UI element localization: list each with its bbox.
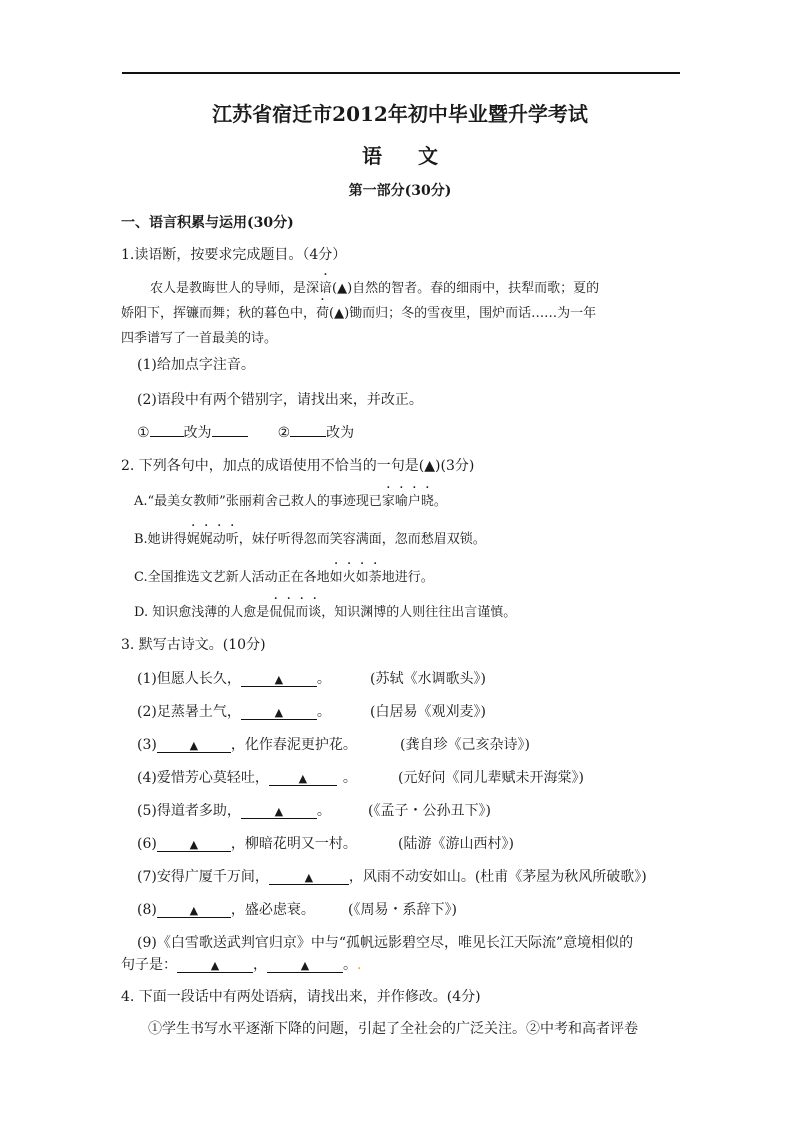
q1-correction-line: ① 改为 ② 改为 xyxy=(137,422,354,442)
triangle-icon: ▲ xyxy=(189,739,199,752)
triangle-icon: ▲ xyxy=(298,772,308,785)
dotted-char: 谙 xyxy=(319,281,333,296)
answer-blank[interactable] xyxy=(290,422,326,437)
q3-line-9: (9)《白雪歌送武判官归京》中与“孤帆远影碧空尽，唯见长江天际流”意境相似的 xyxy=(137,935,634,951)
q3-source-5: (《孟子・公孙丑下》) xyxy=(368,803,491,819)
subject-title: 语文 xyxy=(362,144,474,168)
triangle-icon: ▲ xyxy=(304,871,314,884)
q3-line-5: (5)得道者多助， ▲ 。 xyxy=(137,803,331,819)
answer-blank[interactable] xyxy=(157,837,231,852)
q1-passage-line-1: 农人是教晦世人的导师，是深谙(▲)自然的智者。春的细雨中，扶犁而歌；夏的 xyxy=(150,281,600,296)
triangle-icon: ▲ xyxy=(189,838,199,851)
answer-blank[interactable] xyxy=(269,771,337,786)
triangle-icon: ▲ xyxy=(189,904,199,917)
q1-passage-line-3: 四季谱写了一首最美的诗。 xyxy=(121,331,278,346)
q3-stem: 3. 默写古诗文。(10分) xyxy=(121,637,266,653)
q3-source-1: (苏轼《水调歌头》) xyxy=(370,671,486,687)
triangle-icon: ▲ xyxy=(274,805,284,818)
q3-line-9-cont: 句子是： ▲ ， ▲ 。. xyxy=(121,957,362,973)
q3-line-3: (3) ▲ ，化作春泥更护花。 xyxy=(137,737,357,753)
q3-source-8: (《周易・系辞下》) xyxy=(348,902,457,918)
q1-sub-2: (2)语段中有两个错别字，请找出来，并改正。 xyxy=(137,392,423,408)
triangle-icon: ▲ xyxy=(210,959,220,972)
q1-stem: 1.读语断，按要求完成题目。（4分） xyxy=(121,247,347,263)
q3-line-2: (2)足蒸暑土气， ▲ 。 xyxy=(137,704,331,720)
dotted-char: 荷 xyxy=(316,306,330,321)
triangle-icon: ▲ xyxy=(274,706,284,719)
q3-line-7: (7)安得广厦千万间， ▲ ，风雨不动安如山。(杜甫《茅屋为秋风所破歌》) xyxy=(137,869,647,885)
answer-blank[interactable] xyxy=(269,870,349,885)
q2-option-c: C.全国推选文艺新人活动正在各地如火如荼地进行。 xyxy=(134,570,434,585)
triangle-icon: ▲ xyxy=(300,959,310,972)
q3-line-8: (8) ▲ ，盛必虑衰。 xyxy=(137,902,315,918)
q3-source-3: (龚自珍《己亥杂诗》) xyxy=(400,737,530,753)
section-heading: 一、语言积累与运用(30分) xyxy=(121,215,294,231)
q4-stem: 4. 下面一段话中有两处语病，请找出来，并作修改。(4分) xyxy=(121,989,481,1005)
top-rule xyxy=(122,72,680,74)
q4-paragraph: ①学生书写水平逐渐下降的问题，引起了全社会的广泛关注。②中考和高者评卷 xyxy=(148,1021,638,1037)
answer-blank[interactable] xyxy=(241,705,317,720)
q3-line-1: (1)但愿人长久， ▲ 。 xyxy=(137,671,331,687)
answer-blank[interactable] xyxy=(267,958,343,973)
q3-line-6: (6) ▲ ，柳暗花明又一村。 xyxy=(137,836,357,852)
q3-line-4: (4)爱惜芳心莫轻吐， ▲ 。 xyxy=(137,770,357,786)
q2-option-d: D. 知识愈浅薄的人愈是侃侃而谈，知识渊博的人则往往出言谨慎。 xyxy=(134,605,517,620)
exam-title: 江苏省宿迁市2012年初中毕业暨升学考试 xyxy=(212,102,588,126)
answer-blank[interactable] xyxy=(150,422,184,437)
answer-blank[interactable] xyxy=(157,903,231,918)
triangle-icon: ▲ xyxy=(274,673,284,686)
q1-sub-1: (1)给加点字注音。 xyxy=(137,357,255,373)
answer-blank[interactable] xyxy=(177,958,253,973)
answer-blank[interactable] xyxy=(212,422,248,437)
q2-option-a: A.“最美女教师”张丽莉舍己救人的事迹现已家喻户晓。 xyxy=(134,494,447,509)
q2-stem: 2. 下列各句中，加点的成语使用不恰当的一句是(▲)(3分) xyxy=(121,458,475,474)
q3-source-6: (陆游《游山西村》) xyxy=(398,836,514,852)
answer-blank[interactable] xyxy=(157,738,231,753)
answer-blank[interactable] xyxy=(241,672,317,687)
q3-source-4: (元好问《同儿辈赋未开海棠》) xyxy=(398,770,584,786)
q2-option-b: B.她讲得娓娓动听，妹仔听得忽而笑容满面，忽而愁眉双锁。 xyxy=(134,532,486,547)
answer-blank[interactable] xyxy=(241,804,317,819)
q3-source-2: (白居易《观刈麦》) xyxy=(370,704,486,720)
part-heading: 第一部分(30分) xyxy=(348,183,452,199)
q1-passage-line-2: 娇阳下，挥镰而舞；秋的暮色中，荷(▲)锄而归；冬的雪夜里，围炉而话……为一年 xyxy=(121,306,597,321)
